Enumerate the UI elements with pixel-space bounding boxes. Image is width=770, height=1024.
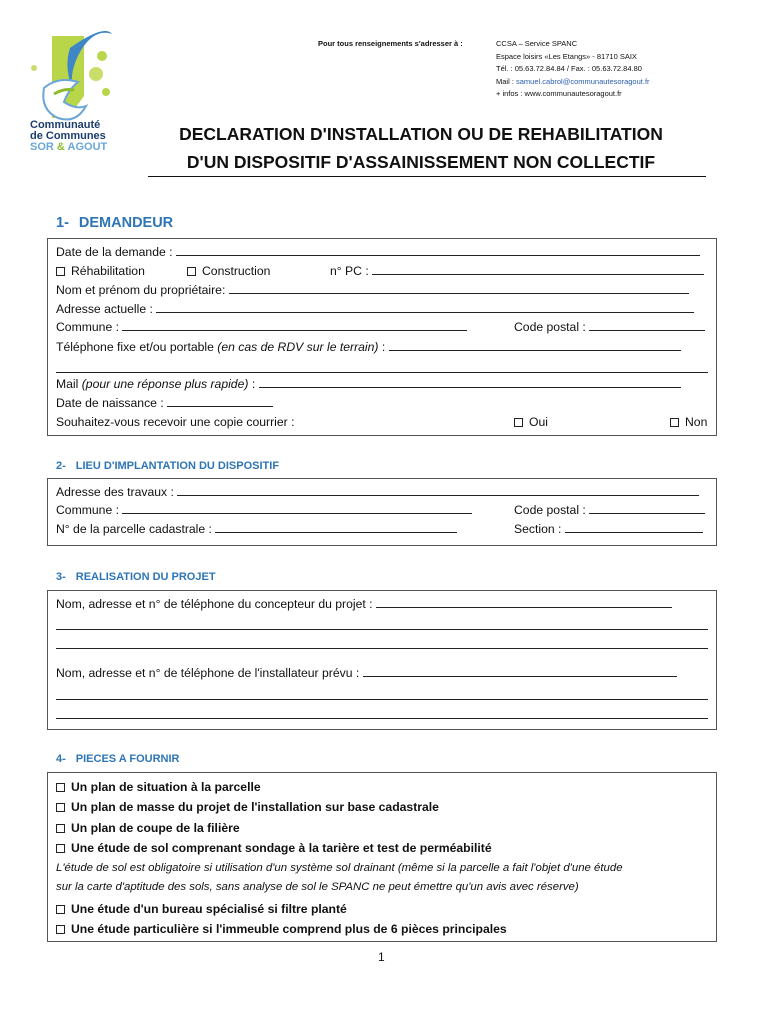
code-postal-travaux-row: Code postal :: [514, 503, 705, 517]
naissance-row: Date de naissance :: [56, 396, 273, 410]
adresse-travaux-field[interactable]: [177, 485, 699, 496]
code-postal-travaux-field[interactable]: [589, 503, 705, 514]
piece-6-checkbox[interactable]: [56, 925, 65, 934]
piece-1-checkbox[interactable]: [56, 783, 65, 792]
adresse-field[interactable]: [156, 302, 694, 313]
piece-item-5: Une étude d'un bureau spécialisé si filtre planté: [56, 902, 347, 916]
piece-item-3: Un plan de coupe de la filière: [56, 821, 240, 835]
mail-row: Mail (pour une réponse plus rapide) :: [56, 377, 681, 391]
piece-item-6: Une étude particulière si l'immeuble comprend plus de 6 pièces principales: [56, 922, 507, 936]
piece-3-checkbox[interactable]: [56, 824, 65, 833]
commune-field[interactable]: [122, 320, 467, 331]
concepteur-line-3[interactable]: [56, 648, 708, 649]
installateur-row: Nom, adresse et n° de téléphone de l'installateur prévu :: [56, 666, 677, 680]
naissance-field[interactable]: [167, 396, 273, 407]
code-postal-row: Code postal :: [514, 320, 705, 334]
contact-website[interactable]: + infos : www.communautesoragout.fr: [496, 89, 622, 99]
date-demande-field[interactable]: [176, 245, 700, 256]
etude-sol-note-line-1: L'étude de sol est obligatoire si utilisation d'un système sol drainant (même si la parcelle a fait l'objet d'une étude: [56, 862, 623, 874]
date-demande-row: Date de la demande :: [56, 245, 700, 259]
rehabilitation-checkbox[interactable]: [56, 267, 65, 276]
construction-checkbox[interactable]: [187, 267, 196, 276]
telephone-row: Téléphone fixe et/ou portable (en cas de RDV sur le terrain) :: [56, 340, 681, 354]
adresse-row: Adresse actuelle :: [56, 302, 694, 316]
section-4-heading: 4- PIECES A FOURNIR: [56, 753, 180, 765]
npc-row: n° PC :: [330, 264, 704, 278]
contact-phone: Tél. : 05.63.72.84.84 / Fax. : 05.63.72.84.80: [496, 64, 642, 74]
commune-row: Commune :: [56, 320, 467, 334]
piece-4-checkbox[interactable]: [56, 844, 65, 853]
commune-travaux-field[interactable]: [122, 503, 472, 514]
telephone-field-continued[interactable]: [56, 372, 708, 373]
section-2-heading: 2- LIEU D'IMPLANTATION DU DISPOSITIF: [56, 460, 280, 472]
piece-item-1: Un plan de situation à la parcelle: [56, 780, 261, 794]
contact-label: Pour tous renseignements s'adresser à :: [318, 39, 463, 48]
parcelle-row: N° de la parcelle cadastrale :: [56, 522, 457, 536]
etude-sol-note-line-2: sur la carte d'aptitude des sols, sans analyse de sol le SPANC ne peut émettre qu'un avis avec réserve): [56, 881, 579, 893]
section-3-box: [47, 590, 717, 730]
commune-travaux-row: Commune :: [56, 503, 472, 517]
page-number: 1: [378, 950, 385, 964]
piece-item-4: Une étude de sol comprenant sondage à la tarière et test de perméabilité: [56, 841, 492, 855]
concepteur-field[interactable]: [376, 597, 672, 608]
section-3-heading: 3- REALISATION DU PROJET: [56, 571, 216, 583]
title-underline: [148, 176, 706, 177]
logo-line-3: SOR & AGOUT: [30, 141, 108, 153]
section-1-heading: 1- DEMANDEUR: [56, 215, 174, 231]
section-row: Section :: [514, 522, 703, 536]
mail-field[interactable]: [259, 377, 681, 388]
oui-checkbox[interactable]: [514, 418, 523, 427]
piece-5-checkbox[interactable]: [56, 905, 65, 914]
copie-courrier-label: Souhaitez-vous recevoir une copie courrier :: [56, 415, 295, 429]
installateur-line-2[interactable]: [56, 699, 708, 700]
nom-proprietaire-row: Nom et prénom du propriétaire:: [56, 283, 689, 297]
contact-service: CCSA – Service SPANC: [496, 39, 578, 48]
copie-oui-option: Oui: [514, 415, 548, 429]
logo-line-2: de Communes: [30, 130, 106, 142]
type-row: Réhabilitation: [56, 264, 145, 278]
contact-mail-link[interactable]: samuel.cabrol@communautesoragout.fr: [516, 76, 650, 86]
code-postal-field[interactable]: [589, 320, 705, 331]
installateur-field[interactable]: [363, 666, 677, 677]
construction-option: Construction: [187, 264, 270, 278]
copie-non-option: Non: [670, 415, 707, 429]
logo-line-1: Communauté: [30, 119, 101, 131]
parcelle-field[interactable]: [215, 522, 457, 533]
concepteur-row: Nom, adresse et n° de téléphone du concepteur du projet :: [56, 597, 672, 611]
installateur-line-3[interactable]: [56, 718, 708, 719]
contact-info: [496, 38, 650, 101]
logo-text: [30, 120, 120, 153]
contact-address: Espace loisirs «Les Etangs» - 81710 SAIX: [496, 51, 637, 61]
piece-2-checkbox[interactable]: [56, 803, 65, 812]
piece-item-2: Un plan de masse du projet de l'installation sur base cadastrale: [56, 800, 439, 814]
section-field[interactable]: [565, 522, 703, 533]
nom-proprietaire-field[interactable]: [229, 283, 689, 294]
section-4-box: [47, 772, 717, 942]
telephone-field[interactable]: [389, 340, 681, 351]
concepteur-line-2[interactable]: [56, 629, 708, 630]
npc-field[interactable]: [372, 264, 704, 275]
document-title-line-2: D'UN DISPOSITIF D'ASSAINISSEMENT NON COLLECTIF: [186, 152, 656, 172]
non-checkbox[interactable]: [670, 418, 679, 427]
contact-mail-line: Mail : samuel.cabrol@communautesoragout.fr: [496, 76, 650, 86]
document-title-line-1: DECLARATION D'INSTALLATION OU DE REHABILITATION: [179, 124, 663, 144]
adresse-travaux-row: Adresse des travaux :: [56, 485, 699, 499]
